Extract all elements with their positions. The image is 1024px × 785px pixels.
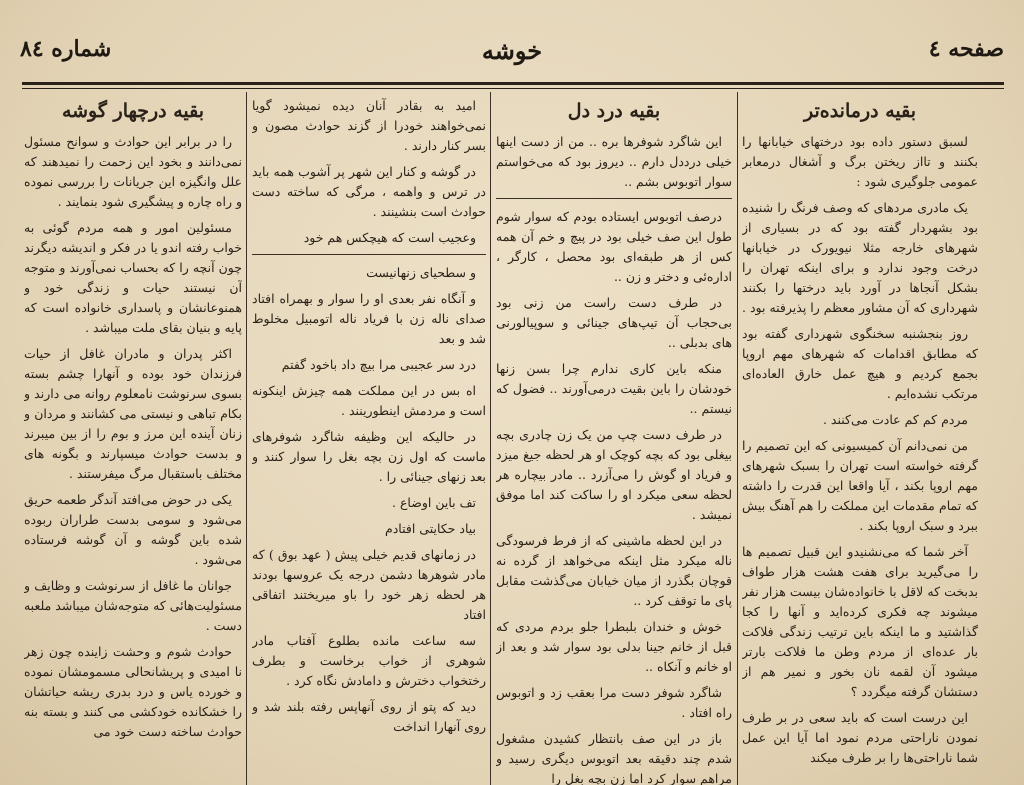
paragraph: وعجیب است که هیچکس هم خود bbox=[303, 230, 476, 245]
masthead-rule bbox=[22, 82, 1004, 85]
column-divider bbox=[490, 92, 491, 785]
paragraph: در گوشه و کنار این شهر پر آشوب همه باید در ترس و واهمه ، مرگی که ساخته دست حوادث است بنشینند . bbox=[252, 164, 486, 219]
paragraph: حوادث شوم و وحشت زاینده چون زهر نا امیدی و پریشانحالی مسمومشان نموده و خورده یاس و درد بدری ریشه حیاتشان را خشکانده خودکشی می کنند و بسته بنه حوادث ساخته دست خود می bbox=[24, 644, 242, 739]
paragraph: در حالیکه این وظیفه شاگرد شوفرهای ماست که اول زن بچه بغل را سوار کنند و بعد زنهای جینائی را . bbox=[252, 429, 486, 484]
paragraph: در طرف دست چپ من یک زن چادری بچه بیغلی بود که بچه کوچک او هر لحظه جیغ میزد و فریاد او گوش را می‌آزرد .. مادر بیچاره هر لحظه سعی میکرد او را ساکت کند اما موفق نمیشد . bbox=[496, 427, 732, 522]
paragraph: من نمی‌دانم آن کمیسیونی که این تصمیم را گرفته خواسته است تهران را بسبک شهرهای مهم اروپا بکند ، آیا واقعا این قدرت را داشته که تمام مقدمات این مملکت را هم آهنگ بیش ببرد و سبک اروپا بکند . bbox=[742, 438, 978, 533]
issue-number-label: شماره ٨٤ bbox=[20, 36, 112, 62]
masthead-rule-thin bbox=[22, 88, 1004, 89]
paragraph: سه ساعت مانده بطلوع آفتاب مادر شوهری از خواب برخاست و بطرف رختخواب دخترش و دامادش نگاه کرد . bbox=[252, 633, 486, 688]
paragraph: در زمانهای قدیم خیلی پیش ( عهد بوق ) که مادر شوهرها دشمن درجه یک عروسها بودند هر لحظه زهر خود را باو میریختند اتفاقی افتاد bbox=[252, 547, 486, 622]
article-heading: بقیه درمانده‌تر bbox=[803, 100, 917, 122]
paragraph: و آنگاه نفر بعدی او را سوار و بهمراه افتاد صدای ناله زن با فریاد ناله اتومبیل مخلوط شد و بعد bbox=[252, 291, 486, 346]
paragraph: امید به بقادر آنان دیده نمیشود گویا نمی‌خواهند خودرا از گزند حوادث مصون و بسر کنار دارند . bbox=[252, 98, 486, 153]
paragraph: جوانان ما غافل از سرنوشت و وظایف و مسئولیت‌هائی که متوجه‌شان میباشد ملعبه دست . bbox=[24, 578, 242, 633]
section-divider bbox=[496, 198, 732, 199]
article-column-remaining bbox=[742, 96, 978, 785]
article-heading: بقیه درچهار گوشه bbox=[61, 100, 205, 122]
paragraph: آخر شما که می‌نشنیدو این قبیل تصمیم ها را می‌گیرید برای هفت هشت هزار طواف بدبخت که لاقل با خانواده‌شان بیست هزار نفر میشوند چه فکری کرده‌اید و آنها را کجا گذاشتید و ما اینکه باین ترتیب زندگی فلاکت بار عده‌ای از مردم وطن ما فلاکت بارتر میشود آن لقمه نان بخور و نمیر هم از دستشان گرفته میگردد ؟ bbox=[742, 544, 978, 699]
paragraph: تف باین اوضاع . bbox=[392, 495, 476, 510]
paragraph: لسبق دستور داده بود درختهای خیابانها را بکنند و تااز ریختن برگ و آشغال درمعابر عمومی جلوگیری شود : bbox=[742, 134, 978, 189]
paragraph: مسئولین امور و همه مردم گوئی به خواب رفته اندو یا در فکر و اندیشه دیگرند چون آنچه را که بحساب نمی‌آورند و متوجه آن نیستند حیات و زندگی خود و همنوعانشان و پاسداری خانواده است که پایه و بنیان بقای ملت میباشد . bbox=[24, 220, 242, 335]
paragraph: دید که پتو از روی آنهاپس رفته بلند شد و روی آنهارا انداخت bbox=[252, 699, 486, 734]
paragraph: شاگرد شوفر دست مرا بعقب زد و اتوبوس راه افتاد . bbox=[496, 685, 732, 720]
paragraph: مردم کم کم عادت می‌کنند . bbox=[822, 412, 968, 427]
masthead bbox=[20, 30, 1004, 74]
newspaper-title: خوشه bbox=[481, 36, 543, 65]
article-column-heartache bbox=[496, 96, 732, 785]
paragraph: را در برابر این حوادث و سوانح مسئول نمی‌دانند و بخود این زحمت را نمیدهند که علل وانگیزه این جریانات را بررسی نموده و راه چاره و پیشگیری شود بنمایند . bbox=[24, 134, 242, 209]
paragraph: درصف اتوبوس ایستاده بودم که سوار شوم طول این صف خیلی بود در پیچ و خم آن همه کس از هر طبقه‌ای بود محصل ، کارگر ، اداره‌ئی و دختر و زن .. bbox=[496, 209, 732, 284]
paragraph: این درست است که باید سعی در بر طرف نمودن ناراحتی مردم نمود اما آیا این عمل شما ناراحتی‌ها را بر طرف میکند bbox=[742, 710, 978, 765]
paragraph: یک مادری مردهای که وصف فرنگ را شنیده بود بشهردار گفته بود که در بسیاری از شهرهای خارجه مثلا نیویورک در خیابانها درخت وجود ندارد و برای اینکه تهران را بشکل آنجاها در آورد باید درختها را بکنند شهرداری که آن مشاور معظم را پذیرفته بود . bbox=[742, 200, 978, 315]
article-heading: بقیه درد دل bbox=[567, 100, 661, 122]
paragraph: در این لحظه ماشینی که از فرط فرسودگی ناله میکرد مثل اینکه می‌خواهد از گرده نه قوچان بگذرد از میان خیابان می‌گذشت مقابل پای ما توقف کرد .. bbox=[496, 533, 732, 608]
section-divider bbox=[252, 254, 486, 255]
paragraph: درد سر عجیبی مرا بیچ داد باخود گفتم bbox=[281, 357, 476, 372]
archive-stamp: ​ bbox=[953, 10, 955, 23]
column-divider bbox=[737, 92, 738, 785]
paragraph: منکه باین کاری ندارم چرا بسن زنها خودشان را باین بقیت درمی‌آورند .. فضول که نیستم .. bbox=[496, 361, 732, 416]
paragraph: بیاد حکایتی افتادم bbox=[384, 521, 476, 536]
article-column-continued bbox=[252, 96, 486, 785]
intro-paragraph: این شاگرد شوفرها بره .. من از دست اینها خیلی درددل دارم .. دیروز بود که می‌خواستم سوار اتوبوس بشم .. bbox=[496, 134, 732, 189]
paragraph: یکی در حوض می‌افتد آندگر طعمه حریق می‌شود و سومی بدست طراران ربوده شده باین گوشه و آن گوشه فرستاده می‌شود . bbox=[24, 492, 242, 567]
column-divider bbox=[246, 92, 247, 785]
paragraph: اه بس در این مملکت همه چیزش اینکونه است و مردمش اینطورینند . bbox=[252, 383, 486, 418]
paragraph: روز بنجشنبه سخنگوی شهرداری گفته بود که مطابق اقدامات که شهرهای مهم اروپا بجمع کردیم و هیچ عمل خارق العاده‌ای مرتکب نشده‌ایم . bbox=[742, 326, 978, 401]
page-number-label: صفحه ٤ bbox=[928, 36, 1004, 62]
paragraph: اکثر پدران و مادران غافل از حیات فرزندان خود بوده و آنهارا چشم بسته بسوی سرنوشت نامعلوم روانه می دارند و بکام تباهی و نیستی می کشانند و مردان و زنان آینده این مرز و بوم را از بین میبرند و بدست حوادث میسپارند و بگونه های مختلف باستقبال مرگ میفرستند . bbox=[24, 346, 242, 481]
paragraph: خوش و خندان بلبطرا جلو بردم مردی که قبل از خانم جینا بدلی بود سوار شد و بعد از او خانم و آنکاه .. bbox=[496, 619, 732, 674]
paragraph: و سطحیای زنهانیست bbox=[366, 265, 476, 280]
paragraph: در طرف دست راست من زنی بود بی‌حجاب آن تیپ‌های جینائی و سوپیالورنی های بدبلی .. bbox=[496, 295, 732, 350]
article-column-four-corners bbox=[24, 96, 242, 785]
paragraph: باز در این صف بانتظار کشیدن مشغول شدم چند دقیقه بعد اتوبوس دیگری رسید و مراهم سوار کرد اما زن بچه بغل را bbox=[496, 731, 732, 785]
